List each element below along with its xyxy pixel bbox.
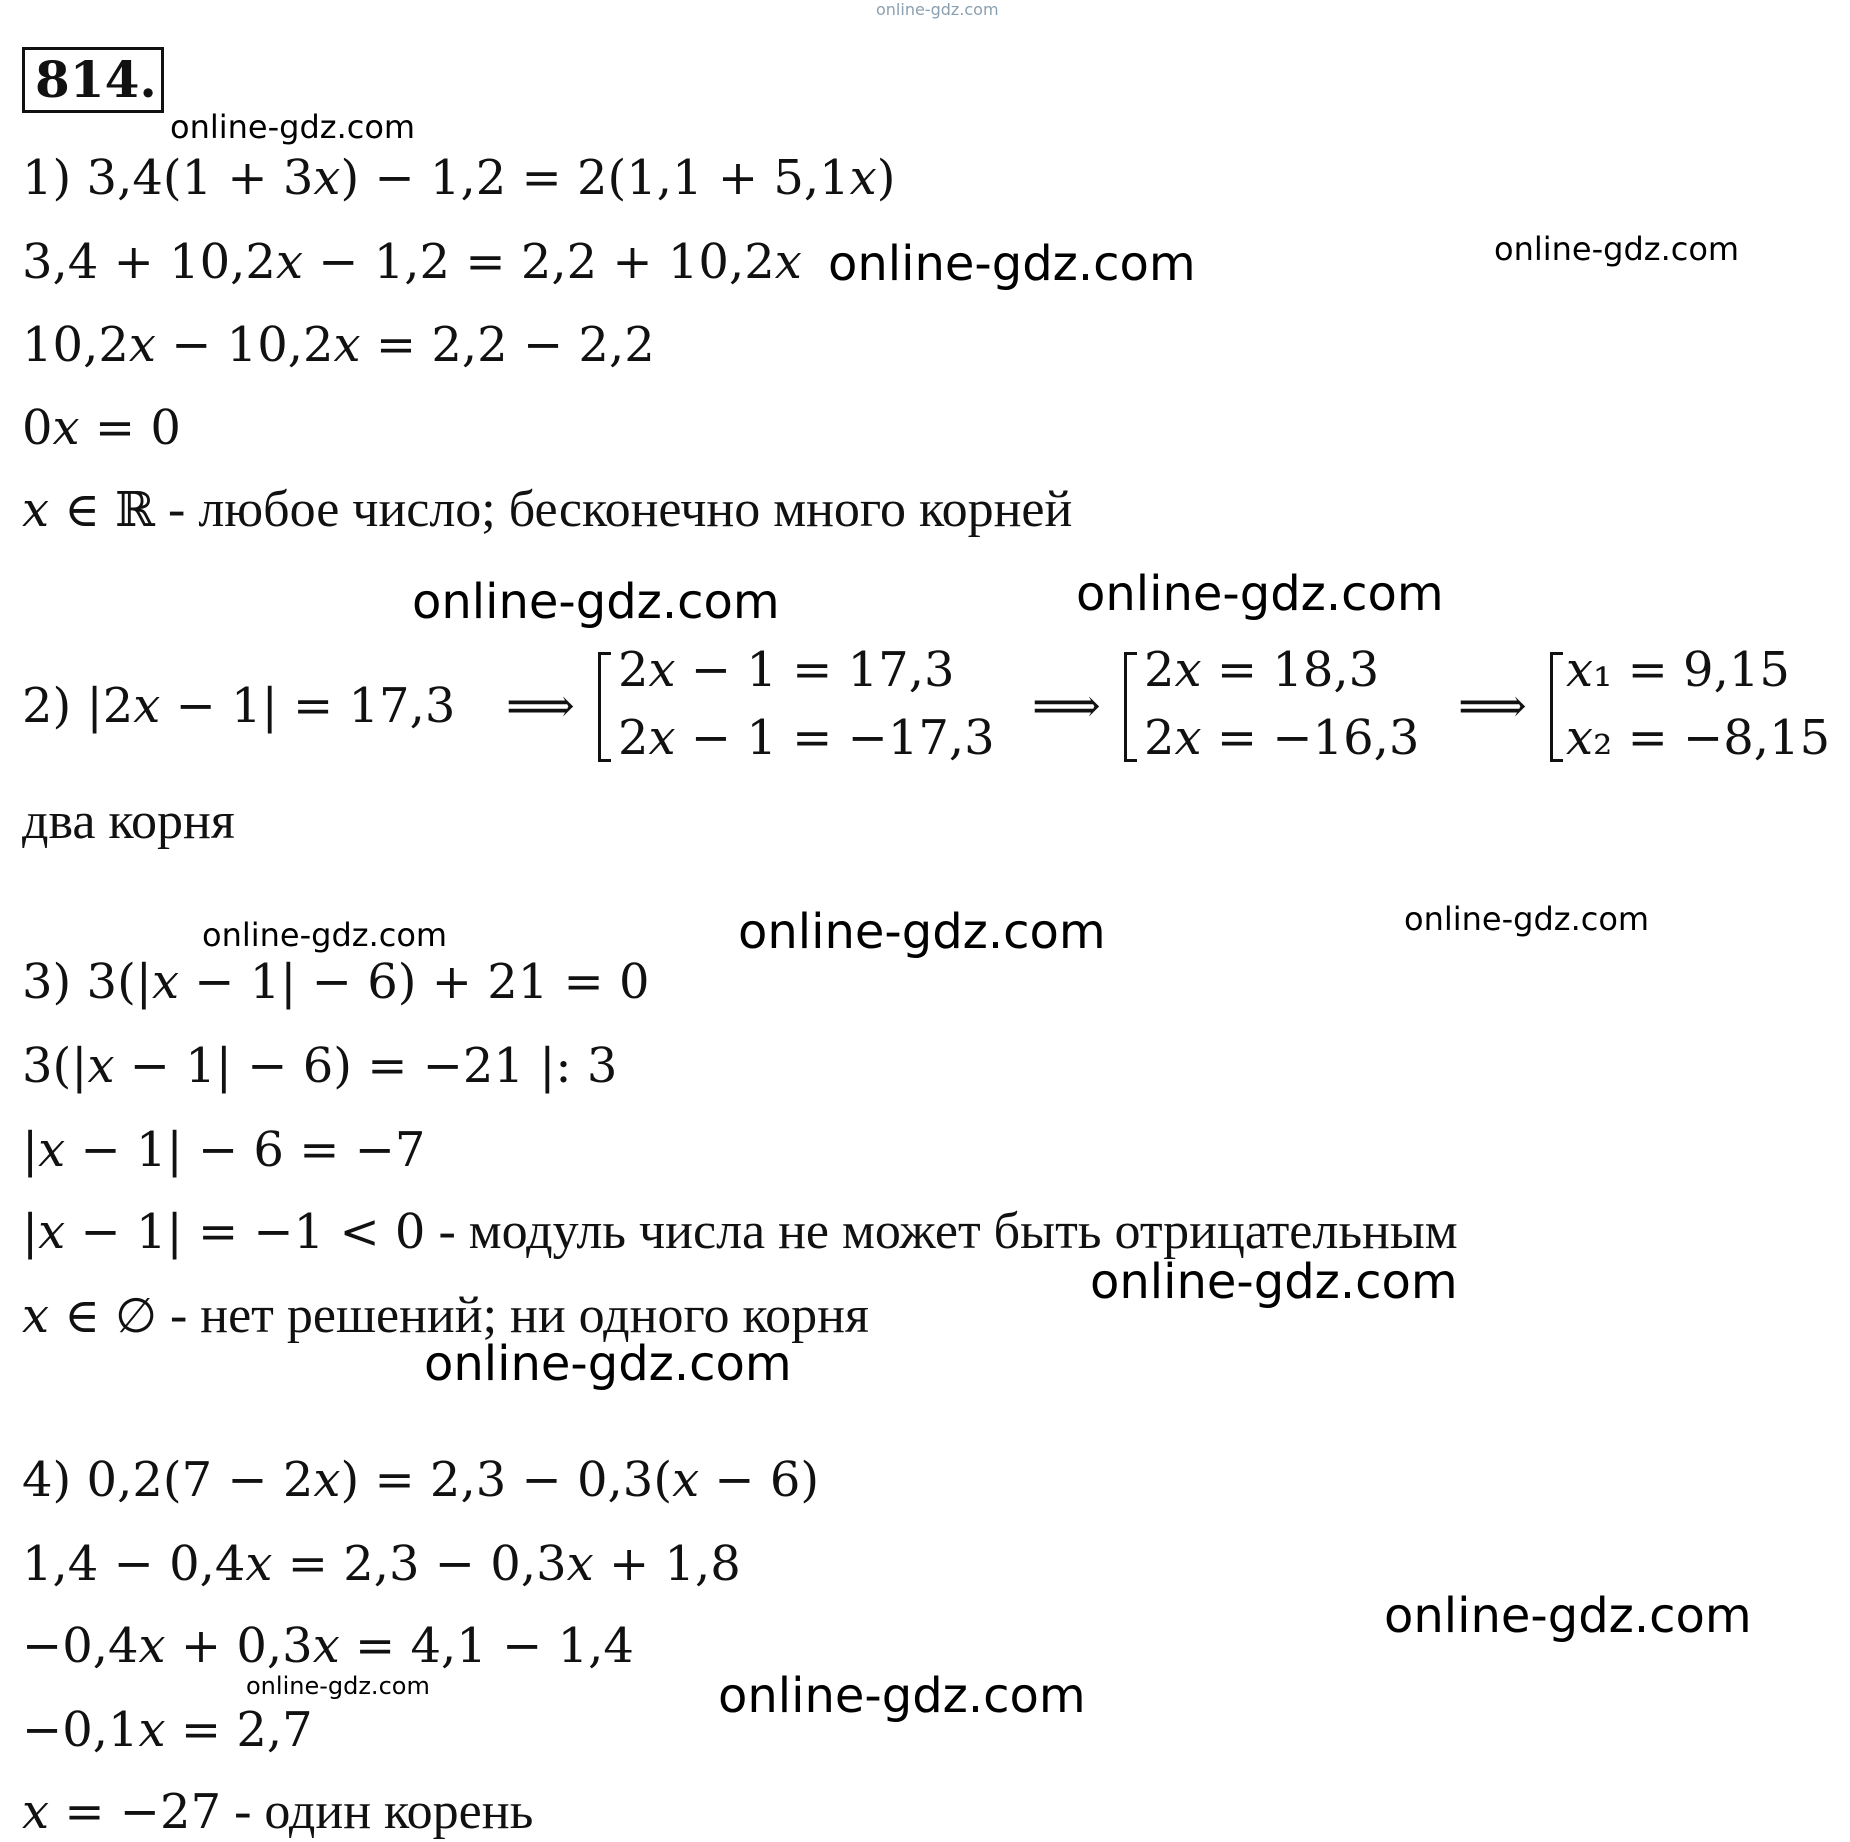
watermark: online-gdz.com <box>1090 1254 1458 1310</box>
watermark: online-gdz.com <box>718 1668 1086 1724</box>
part3-line-4 <box>22 1202 1458 1262</box>
part1-conclusion <box>22 480 1072 540</box>
part3-line-3: |𝑥 − 1| − 6 = −7 <box>22 1122 426 1178</box>
part4-line-5 <box>22 1782 533 1842</box>
part1-conclusion-math: 𝑥 ∈ ℝ <box>22 482 156 538</box>
arrow-1: ⟹ <box>506 678 575 734</box>
sys3-line-1: 𝑥₁ = 9,15 <box>1566 642 1790 698</box>
part3-line-5-math: 𝑥 ∈ ∅ <box>22 1288 157 1344</box>
watermark: online-gdz.com <box>1404 900 1650 938</box>
sys2-line-1: 2𝑥 = 18,3 <box>1144 642 1380 698</box>
part1-line-2: 3,4 + 10,2𝑥 − 1,2 = 2,2 + 10,2𝑥 <box>22 234 802 290</box>
part4-line-1: 4) 0,2(7 − 2𝑥) = 2,3 − 0,3(𝑥 − 6) <box>22 1452 820 1508</box>
part2-lead: 2) |2𝑥 − 1| = 17,3 <box>22 678 456 734</box>
part4-line-3: −0,4𝑥 + 0,3𝑥 = 4,1 − 1,4 <box>22 1618 634 1674</box>
watermark: online-gdz.com <box>1384 1588 1752 1644</box>
part1-line-1: 1) 3,4(1 + 3𝑥) − 1,2 = 2(1,1 + 5,1𝑥) <box>22 150 896 206</box>
part1-conclusion-text: - любое число; бесконечно много корней <box>155 481 1073 538</box>
arrow-2: ⟹ <box>1032 678 1101 734</box>
watermark: online-gdz.com <box>202 916 448 954</box>
watermark: online-gdz.com <box>828 236 1196 292</box>
part3-line-4-text: - модуль числа не может быть отрицательным <box>425 1203 1458 1260</box>
part3-line-4-math: |𝑥 − 1| = −1 < 0 <box>22 1204 426 1260</box>
sys3-line-2: 𝑥₂ = −8,15 <box>1566 710 1831 766</box>
system-bracket-3 <box>1550 652 1563 762</box>
part2-conclusion: два корня <box>22 793 235 850</box>
system-bracket-1 <box>598 652 611 762</box>
part3-line-5-text: - нет решений; ни одного корня <box>156 1287 869 1344</box>
header-watermark: online-gdz.com <box>876 0 999 19</box>
part3-line-2: 3(|𝑥 − 1| − 6) = −21 |: 3 <box>22 1038 618 1094</box>
part1-line-4: 0𝑥 = 0 <box>22 400 181 456</box>
watermark: online-gdz.com <box>246 1672 430 1700</box>
part4-line-5-text: - один корень <box>221 1783 534 1840</box>
arrow-3: ⟹ <box>1458 678 1527 734</box>
watermark: online-gdz.com <box>738 904 1106 960</box>
watermark: online-gdz.com <box>424 1336 792 1392</box>
watermark: online-gdz.com <box>1494 230 1740 268</box>
sys1-line-1: 2𝑥 − 1 = 17,3 <box>618 642 955 698</box>
watermark: online-gdz.com <box>412 574 780 630</box>
problem-number: 814. <box>22 47 164 113</box>
system-bracket-2 <box>1124 652 1137 762</box>
sys1-line-2: 2𝑥 − 1 = −17,3 <box>618 710 995 766</box>
part4-line-2: 1,4 − 0,4𝑥 = 2,3 − 0,3𝑥 + 1,8 <box>22 1536 741 1592</box>
sys2-line-2: 2𝑥 = −16,3 <box>1144 710 1420 766</box>
part3-line-1: 3) 3(|𝑥 − 1| − 6) + 21 = 0 <box>22 954 650 1010</box>
part4-line-5-math: 𝑥 = −27 <box>22 1784 222 1840</box>
part1-line-3: 10,2𝑥 − 10,2𝑥 = 2,2 − 2,2 <box>22 317 655 373</box>
watermark: online-gdz.com <box>1076 566 1444 622</box>
part4-line-4: −0,1𝑥 = 2,7 <box>22 1702 313 1758</box>
watermark: online-gdz.com <box>170 108 416 146</box>
